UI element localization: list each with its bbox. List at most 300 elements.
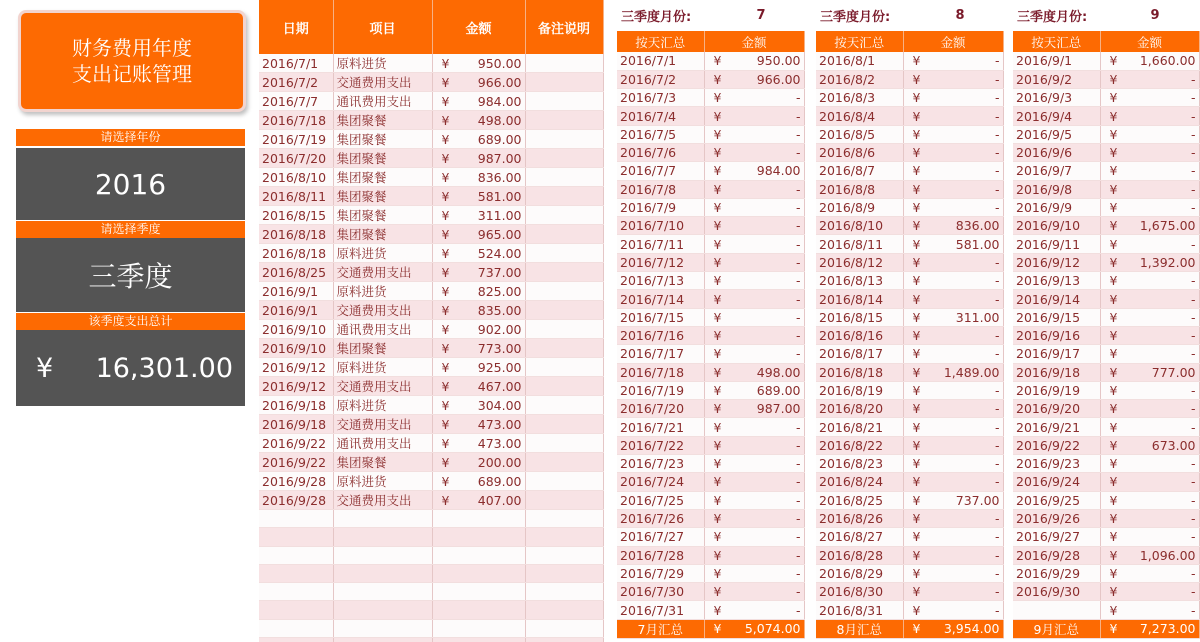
daily-date-cell: 2016/9/6 (1013, 143, 1100, 161)
record-item-cell[interactable]: 集团聚餐 (333, 453, 432, 472)
record-note-cell[interactable] (525, 339, 603, 358)
daily-amount (708, 529, 801, 544)
record-date-cell[interactable]: 2016/9/10 (259, 339, 333, 358)
daily-date-cell: 2016/7/1 (617, 52, 704, 70)
amount-value: - (994, 291, 1000, 307)
daily-date-cell: 2016/9/19 (1013, 381, 1100, 399)
record-item-cell[interactable]: 交通费用支出 (333, 73, 432, 92)
amount-value: 950.00 (477, 55, 522, 71)
daily-amount (1104, 603, 1196, 618)
daily-date-cell: 2016/8/28 (816, 546, 903, 564)
amount-value: - (795, 456, 801, 472)
daily-amount-cell (1100, 418, 1199, 436)
currency-symbol: ¥ (912, 71, 921, 87)
currency-symbol: ¥ (912, 291, 921, 307)
currency-symbol: ¥ (713, 456, 722, 472)
daily-date-cell: 2016/9/12 (1013, 253, 1100, 271)
daily-date-cell (1013, 601, 1100, 619)
record-item-cell[interactable]: 原料进货 (333, 54, 432, 73)
record-item-cell[interactable]: 原料进货 (333, 472, 432, 491)
currency-symbol: ¥ (441, 340, 450, 356)
currency-symbol: ¥ (1109, 565, 1118, 581)
daily-date-cell: 2016/7/9 (617, 198, 704, 216)
amount-value: 966.00 (477, 74, 522, 90)
record-item-cell[interactable]: 集团聚餐 (333, 225, 432, 244)
record-amount-cell[interactable] (432, 73, 525, 92)
daily-date-cell: 2016/8/9 (816, 198, 903, 216)
record-date-cell[interactable]: 2016/9/18 (259, 396, 333, 415)
record-item-cell[interactable]: 交通费用支出 (333, 491, 432, 510)
record-amount (436, 170, 522, 185)
table-row (617, 583, 804, 601)
record-amount-cell[interactable] (432, 434, 525, 453)
record-item-cell[interactable]: 交通费用支出 (333, 377, 432, 396)
record-item-cell[interactable] (333, 583, 432, 601)
record-date-cell[interactable]: 2016/8/15 (259, 206, 333, 225)
record-note-cell[interactable] (525, 92, 603, 111)
table-row (259, 73, 603, 92)
record-note-cell[interactable] (525, 320, 603, 339)
table-row (617, 381, 804, 399)
daily-amount (708, 383, 801, 398)
record-date-cell[interactable]: 2016/9/12 (259, 358, 333, 377)
record-note-cell[interactable] (525, 111, 603, 130)
currency-symbol: ¥ (441, 264, 450, 280)
record-note-cell[interactable] (525, 206, 603, 225)
daily-date-cell: 2016/9/4 (1013, 107, 1100, 125)
currency-symbol: ¥ (912, 218, 921, 234)
record-amount-cell[interactable] (432, 377, 525, 396)
daily-date-cell: 2016/7/19 (617, 381, 704, 399)
record-amount-cell[interactable] (432, 472, 525, 491)
record-date-cell[interactable]: 2016/8/18 (259, 225, 333, 244)
record-date-cell[interactable]: 2016/9/10 (259, 320, 333, 339)
amount-value: 984.00 (756, 163, 801, 179)
record-date-cell[interactable]: 2016/7/18 (259, 111, 333, 130)
record-item-cell[interactable]: 通讯费用支出 (333, 434, 432, 453)
daily-amount-cell (903, 89, 1003, 107)
amount-value: - (994, 200, 1000, 216)
amount-value: - (1190, 474, 1196, 490)
daily-amount (907, 383, 1000, 398)
record-note-cell[interactable] (525, 225, 603, 244)
record-amount-cell[interactable] (432, 244, 525, 263)
currency-symbol: ¥ (441, 473, 450, 489)
record-amount-cell[interactable] (432, 149, 525, 168)
record-amount (436, 189, 522, 204)
table-row (1013, 125, 1199, 143)
daily-amount (907, 218, 1000, 233)
record-date-cell[interactable] (259, 510, 333, 528)
record-date-cell[interactable]: 2016/7/7 (259, 92, 333, 111)
record-amount-cell[interactable] (432, 263, 525, 282)
record-note-cell[interactable] (525, 301, 603, 320)
currency-symbol: ¥ (1109, 419, 1118, 435)
amount-value: - (795, 145, 801, 161)
currency-symbol: ¥ (912, 90, 921, 106)
record-item-cell[interactable]: 交通费用支出 (333, 301, 432, 320)
record-item-cell[interactable]: 集团聚餐 (333, 206, 432, 225)
expense-records-table (259, 0, 604, 642)
table-row (1013, 89, 1199, 107)
record-amount-cell[interactable] (432, 638, 525, 642)
record-date-cell[interactable]: 2016/9/18 (259, 415, 333, 434)
amount-value: - (795, 90, 801, 106)
daily-amount (708, 511, 801, 526)
table-row (617, 143, 804, 161)
table-row (259, 282, 603, 301)
record-amount-cell[interactable] (432, 339, 525, 358)
table-row (617, 308, 804, 326)
record-date-cell[interactable]: 2016/7/2 (259, 73, 333, 92)
daily-amount (907, 292, 1000, 307)
record-note-cell[interactable] (525, 263, 603, 282)
record-note-cell[interactable] (525, 546, 603, 564)
record-note-cell[interactable] (525, 244, 603, 263)
daily-amount-cell (1100, 52, 1199, 70)
table-row (1013, 509, 1199, 527)
record-note-cell[interactable] (525, 130, 603, 149)
daily-amount-cell (704, 381, 804, 399)
record-date-cell[interactable]: 2016/9/22 (259, 453, 333, 472)
record-date-cell[interactable]: 2016/7/1 (259, 54, 333, 73)
record-amount-cell[interactable] (432, 453, 525, 472)
daily-date-cell: 2016/9/30 (1013, 583, 1100, 601)
amount-value: - (994, 511, 1000, 527)
record-note-cell[interactable] (525, 583, 603, 601)
record-amount-cell[interactable] (432, 225, 525, 244)
record-date-cell[interactable]: 2016/8/25 (259, 263, 333, 282)
currency-symbol: ¥ (713, 474, 722, 490)
daily-amount (907, 72, 1000, 87)
currency-symbol: ¥ (1109, 236, 1118, 252)
daily-date-cell: 2016/8/16 (816, 326, 903, 344)
daily-amount (907, 163, 1000, 178)
table-row (259, 564, 603, 582)
record-date-cell[interactable] (259, 546, 333, 564)
record-item-cell[interactable]: 集团聚餐 (333, 168, 432, 187)
record-note-cell[interactable] (525, 638, 603, 642)
record-item-cell[interactable] (333, 619, 432, 637)
daily-amount-cell (903, 528, 1003, 546)
record-amount-cell[interactable] (432, 528, 525, 546)
table-row (1013, 345, 1199, 363)
app-title-line1: 财务费用年度 (72, 36, 192, 60)
daily-date-cell: 2016/9/11 (1013, 235, 1100, 253)
amount-value: 925.00 (477, 359, 522, 375)
month-8-sum-value: 3,954.00 (943, 621, 1000, 637)
record-amount-cell[interactable] (432, 301, 525, 320)
table-row (259, 263, 603, 282)
daily-amount-cell (704, 363, 804, 381)
record-item-cell[interactable] (333, 528, 432, 546)
table-row (816, 601, 1003, 619)
daily-date-cell: 2016/8/31 (816, 601, 903, 619)
currency-symbol: ¥ (713, 401, 722, 417)
daily-date-cell: 2016/8/10 (816, 217, 903, 235)
table-row (259, 168, 603, 187)
table-row (1013, 436, 1199, 454)
month-7-header-amount: 金额 (704, 31, 804, 52)
record-item-cell[interactable] (333, 510, 432, 528)
record-note-cell[interactable] (525, 73, 603, 92)
record-date-cell[interactable]: 2016/9/1 (259, 301, 333, 320)
record-note-cell[interactable] (525, 564, 603, 582)
record-date-cell[interactable]: 2016/9/12 (259, 377, 333, 396)
daily-amount (907, 456, 1000, 471)
daily-date-cell: 2016/7/17 (617, 345, 704, 363)
amount-value: - (994, 108, 1000, 124)
currency-symbol: ¥ (1109, 492, 1118, 508)
daily-amount-cell (903, 601, 1003, 619)
year-select[interactable]: 2016 (16, 148, 245, 220)
record-item-cell[interactable]: 原料进货 (333, 244, 432, 263)
record-amount-cell[interactable] (432, 396, 525, 415)
record-amount-cell[interactable] (432, 320, 525, 339)
daily-amount-cell (1100, 345, 1199, 363)
record-note-cell[interactable] (525, 187, 603, 206)
currency-symbol: ¥ (912, 474, 921, 490)
daily-amount-cell (903, 290, 1003, 308)
record-date-cell[interactable]: 2016/9/1 (259, 282, 333, 301)
table-row (1013, 253, 1199, 271)
currency-symbol: ¥ (713, 602, 722, 618)
record-item-cell[interactable]: 交通费用支出 (333, 415, 432, 434)
record-date-cell[interactable]: 2016/7/20 (259, 149, 333, 168)
currency-symbol: ¥ (713, 382, 722, 398)
amount-value: 524.00 (477, 245, 522, 261)
table-row (816, 326, 1003, 344)
amount-value: - (994, 163, 1000, 179)
record-note-cell[interactable] (525, 510, 603, 528)
amount-value: - (994, 529, 1000, 545)
record-note-cell[interactable] (525, 282, 603, 301)
record-note-cell[interactable] (525, 472, 603, 491)
table-row (816, 107, 1003, 125)
daily-amount (1104, 346, 1196, 361)
record-amount-cell[interactable] (432, 491, 525, 510)
table-row (259, 187, 603, 206)
record-note-cell[interactable] (525, 54, 603, 73)
daily-amount (1104, 292, 1196, 307)
daily-amount-cell (1100, 217, 1199, 235)
month-7-number: 7 (756, 8, 766, 23)
record-date-cell[interactable]: 2016/9/22 (259, 434, 333, 453)
month-8-header-date: 按天汇总 (816, 31, 903, 52)
daily-date-cell: 2016/9/27 (1013, 528, 1100, 546)
record-item-cell[interactable]: 原料进货 (333, 282, 432, 301)
month-7-sum-currency: ¥ (713, 621, 722, 637)
daily-amount (1104, 163, 1196, 178)
record-amount-cell[interactable] (432, 54, 525, 73)
daily-amount (907, 237, 1000, 252)
daily-amount-cell (704, 528, 804, 546)
record-item-cell[interactable]: 集团聚餐 (333, 187, 432, 206)
amount-value: 581.00 (955, 236, 1000, 252)
record-amount-cell[interactable] (432, 546, 525, 564)
table-row (617, 564, 804, 582)
record-item-cell[interactable] (333, 546, 432, 564)
app-title-line2: 支出记账管理 (72, 62, 192, 86)
daily-amount-cell (903, 564, 1003, 582)
currency-symbol: ¥ (912, 437, 921, 453)
record-note-cell[interactable] (525, 434, 603, 453)
record-amount (436, 284, 522, 299)
currency-symbol: ¥ (441, 492, 450, 508)
table-row (816, 272, 1003, 290)
daily-amount-cell (903, 272, 1003, 290)
daily-amount (708, 584, 801, 599)
amount-value: 737.00 (477, 264, 522, 280)
record-note-cell[interactable] (525, 415, 603, 434)
record-item-cell[interactable] (333, 601, 432, 619)
record-item-cell[interactable]: 集团聚餐 (333, 149, 432, 168)
record-date-cell[interactable] (259, 601, 333, 619)
record-note-cell[interactable] (525, 377, 603, 396)
record-note-cell[interactable] (525, 601, 603, 619)
currency-symbol: ¥ (912, 108, 921, 124)
record-amount (436, 436, 522, 451)
record-item-cell[interactable]: 集团聚餐 (333, 111, 432, 130)
record-note-cell[interactable] (525, 149, 603, 168)
table-row (1013, 235, 1199, 253)
record-item-cell[interactable]: 通讯费用支出 (333, 320, 432, 339)
record-amount-cell[interactable] (432, 282, 525, 301)
daily-amount (708, 603, 801, 618)
daily-amount-cell (1100, 125, 1199, 143)
record-amount-cell[interactable] (432, 601, 525, 619)
daily-date-cell: 2016/9/2 (1013, 70, 1100, 88)
currency-symbol: ¥ (1109, 71, 1118, 87)
amount-value: - (1190, 236, 1196, 252)
record-amount-cell[interactable] (432, 187, 525, 206)
table-row (259, 491, 603, 510)
amount-value: - (795, 565, 801, 581)
daily-date-cell: 2016/8/6 (816, 143, 903, 161)
table-row (1013, 381, 1199, 399)
amount-value: 689.00 (477, 473, 522, 489)
daily-amount-cell (704, 180, 804, 198)
record-note-cell[interactable] (525, 619, 603, 637)
currency-symbol: ¥ (912, 200, 921, 216)
record-note-cell[interactable] (525, 396, 603, 415)
daily-date-cell: 2016/9/21 (1013, 418, 1100, 436)
record-amount-cell[interactable] (432, 111, 525, 130)
record-date-cell[interactable] (259, 619, 333, 637)
amount-value: 836.00 (955, 218, 1000, 234)
daily-amount (1104, 328, 1196, 343)
record-date-cell[interactable]: 2016/7/19 (259, 130, 333, 149)
amount-value: - (795, 108, 801, 124)
record-amount (436, 398, 522, 413)
daily-date-cell: 2016/9/13 (1013, 272, 1100, 290)
daily-amount-cell (704, 491, 804, 509)
season-select[interactable]: 三季度 (16, 238, 245, 312)
amount-value: - (795, 492, 801, 508)
daily-date-cell: 2016/7/13 (617, 272, 704, 290)
daily-amount (1104, 420, 1196, 435)
currency-symbol: ¥ (912, 492, 921, 508)
daily-date-cell: 2016/9/3 (1013, 89, 1100, 107)
record-note-cell[interactable] (525, 358, 603, 377)
currency-symbol: ¥ (1109, 126, 1118, 142)
record-note-cell[interactable] (525, 453, 603, 472)
record-amount-cell[interactable] (432, 564, 525, 582)
record-amount (436, 474, 522, 489)
record-note-cell[interactable] (525, 168, 603, 187)
record-amount (436, 227, 522, 242)
record-date-cell[interactable] (259, 528, 333, 546)
currency-symbol: ¥ (912, 273, 921, 289)
record-amount-cell[interactable] (432, 168, 525, 187)
record-amount-cell[interactable] (432, 92, 525, 111)
table-row (816, 345, 1003, 363)
record-date-cell[interactable] (259, 564, 333, 582)
record-date-cell[interactable]: 2016/9/28 (259, 472, 333, 491)
daily-amount-cell (1100, 546, 1199, 564)
daily-amount (1104, 145, 1196, 160)
record-amount-cell[interactable] (432, 510, 525, 528)
daily-date-cell: 2016/8/8 (816, 180, 903, 198)
record-item-cell[interactable] (333, 638, 432, 642)
daily-amount-cell (1100, 326, 1199, 344)
record-item-cell[interactable]: 集团聚餐 (333, 130, 432, 149)
currency-symbol: ¥ (713, 309, 722, 325)
amount-value: - (795, 254, 801, 270)
table-row (1013, 290, 1199, 308)
record-date-cell[interactable]: 2016/8/18 (259, 244, 333, 263)
record-item-cell[interactable]: 原料进货 (333, 358, 432, 377)
records-header-note: 备注说明 (525, 0, 603, 54)
record-amount-cell[interactable] (432, 358, 525, 377)
daily-date-cell: 2016/7/29 (617, 564, 704, 582)
amount-value: 498.00 (477, 112, 522, 128)
record-amount-cell[interactable] (432, 583, 525, 601)
table-row (1013, 546, 1199, 564)
record-amount-cell[interactable] (432, 130, 525, 149)
record-note-cell[interactable] (525, 491, 603, 510)
amount-value: 1,489.00 (943, 364, 1000, 380)
currency-symbol: ¥ (912, 145, 921, 161)
amount-value: 581.00 (477, 188, 522, 204)
record-amount (436, 94, 522, 109)
record-amount-cell[interactable] (432, 415, 525, 434)
record-item-cell[interactable] (333, 564, 432, 582)
daily-date-cell: 2016/9/9 (1013, 198, 1100, 216)
daily-date-cell: 2016/7/18 (617, 363, 704, 381)
record-item-cell[interactable]: 通讯费用支出 (333, 92, 432, 111)
daily-amount (708, 438, 801, 453)
table-row (617, 400, 804, 418)
daily-date-cell: 2016/8/27 (816, 528, 903, 546)
daily-amount-cell (704, 107, 804, 125)
amount-value: - (795, 309, 801, 325)
month-9-header-date: 按天汇总 (1013, 31, 1100, 52)
record-date-cell[interactable]: 2016/8/11 (259, 187, 333, 206)
record-date-cell[interactable]: 2016/8/10 (259, 168, 333, 187)
record-item-cell[interactable]: 原料进货 (333, 396, 432, 415)
record-item-cell[interactable]: 交通费用支出 (333, 263, 432, 282)
record-amount-cell[interactable] (432, 619, 525, 637)
record-date-cell[interactable] (259, 583, 333, 601)
month-7-section (617, 0, 805, 639)
record-date-cell[interactable] (259, 638, 333, 642)
record-note-cell[interactable] (525, 528, 603, 546)
record-item-cell[interactable]: 集团聚餐 (333, 339, 432, 358)
record-amount-cell[interactable] (432, 206, 525, 225)
currency-symbol: ¥ (713, 236, 722, 252)
record-date-cell[interactable]: 2016/9/28 (259, 491, 333, 510)
